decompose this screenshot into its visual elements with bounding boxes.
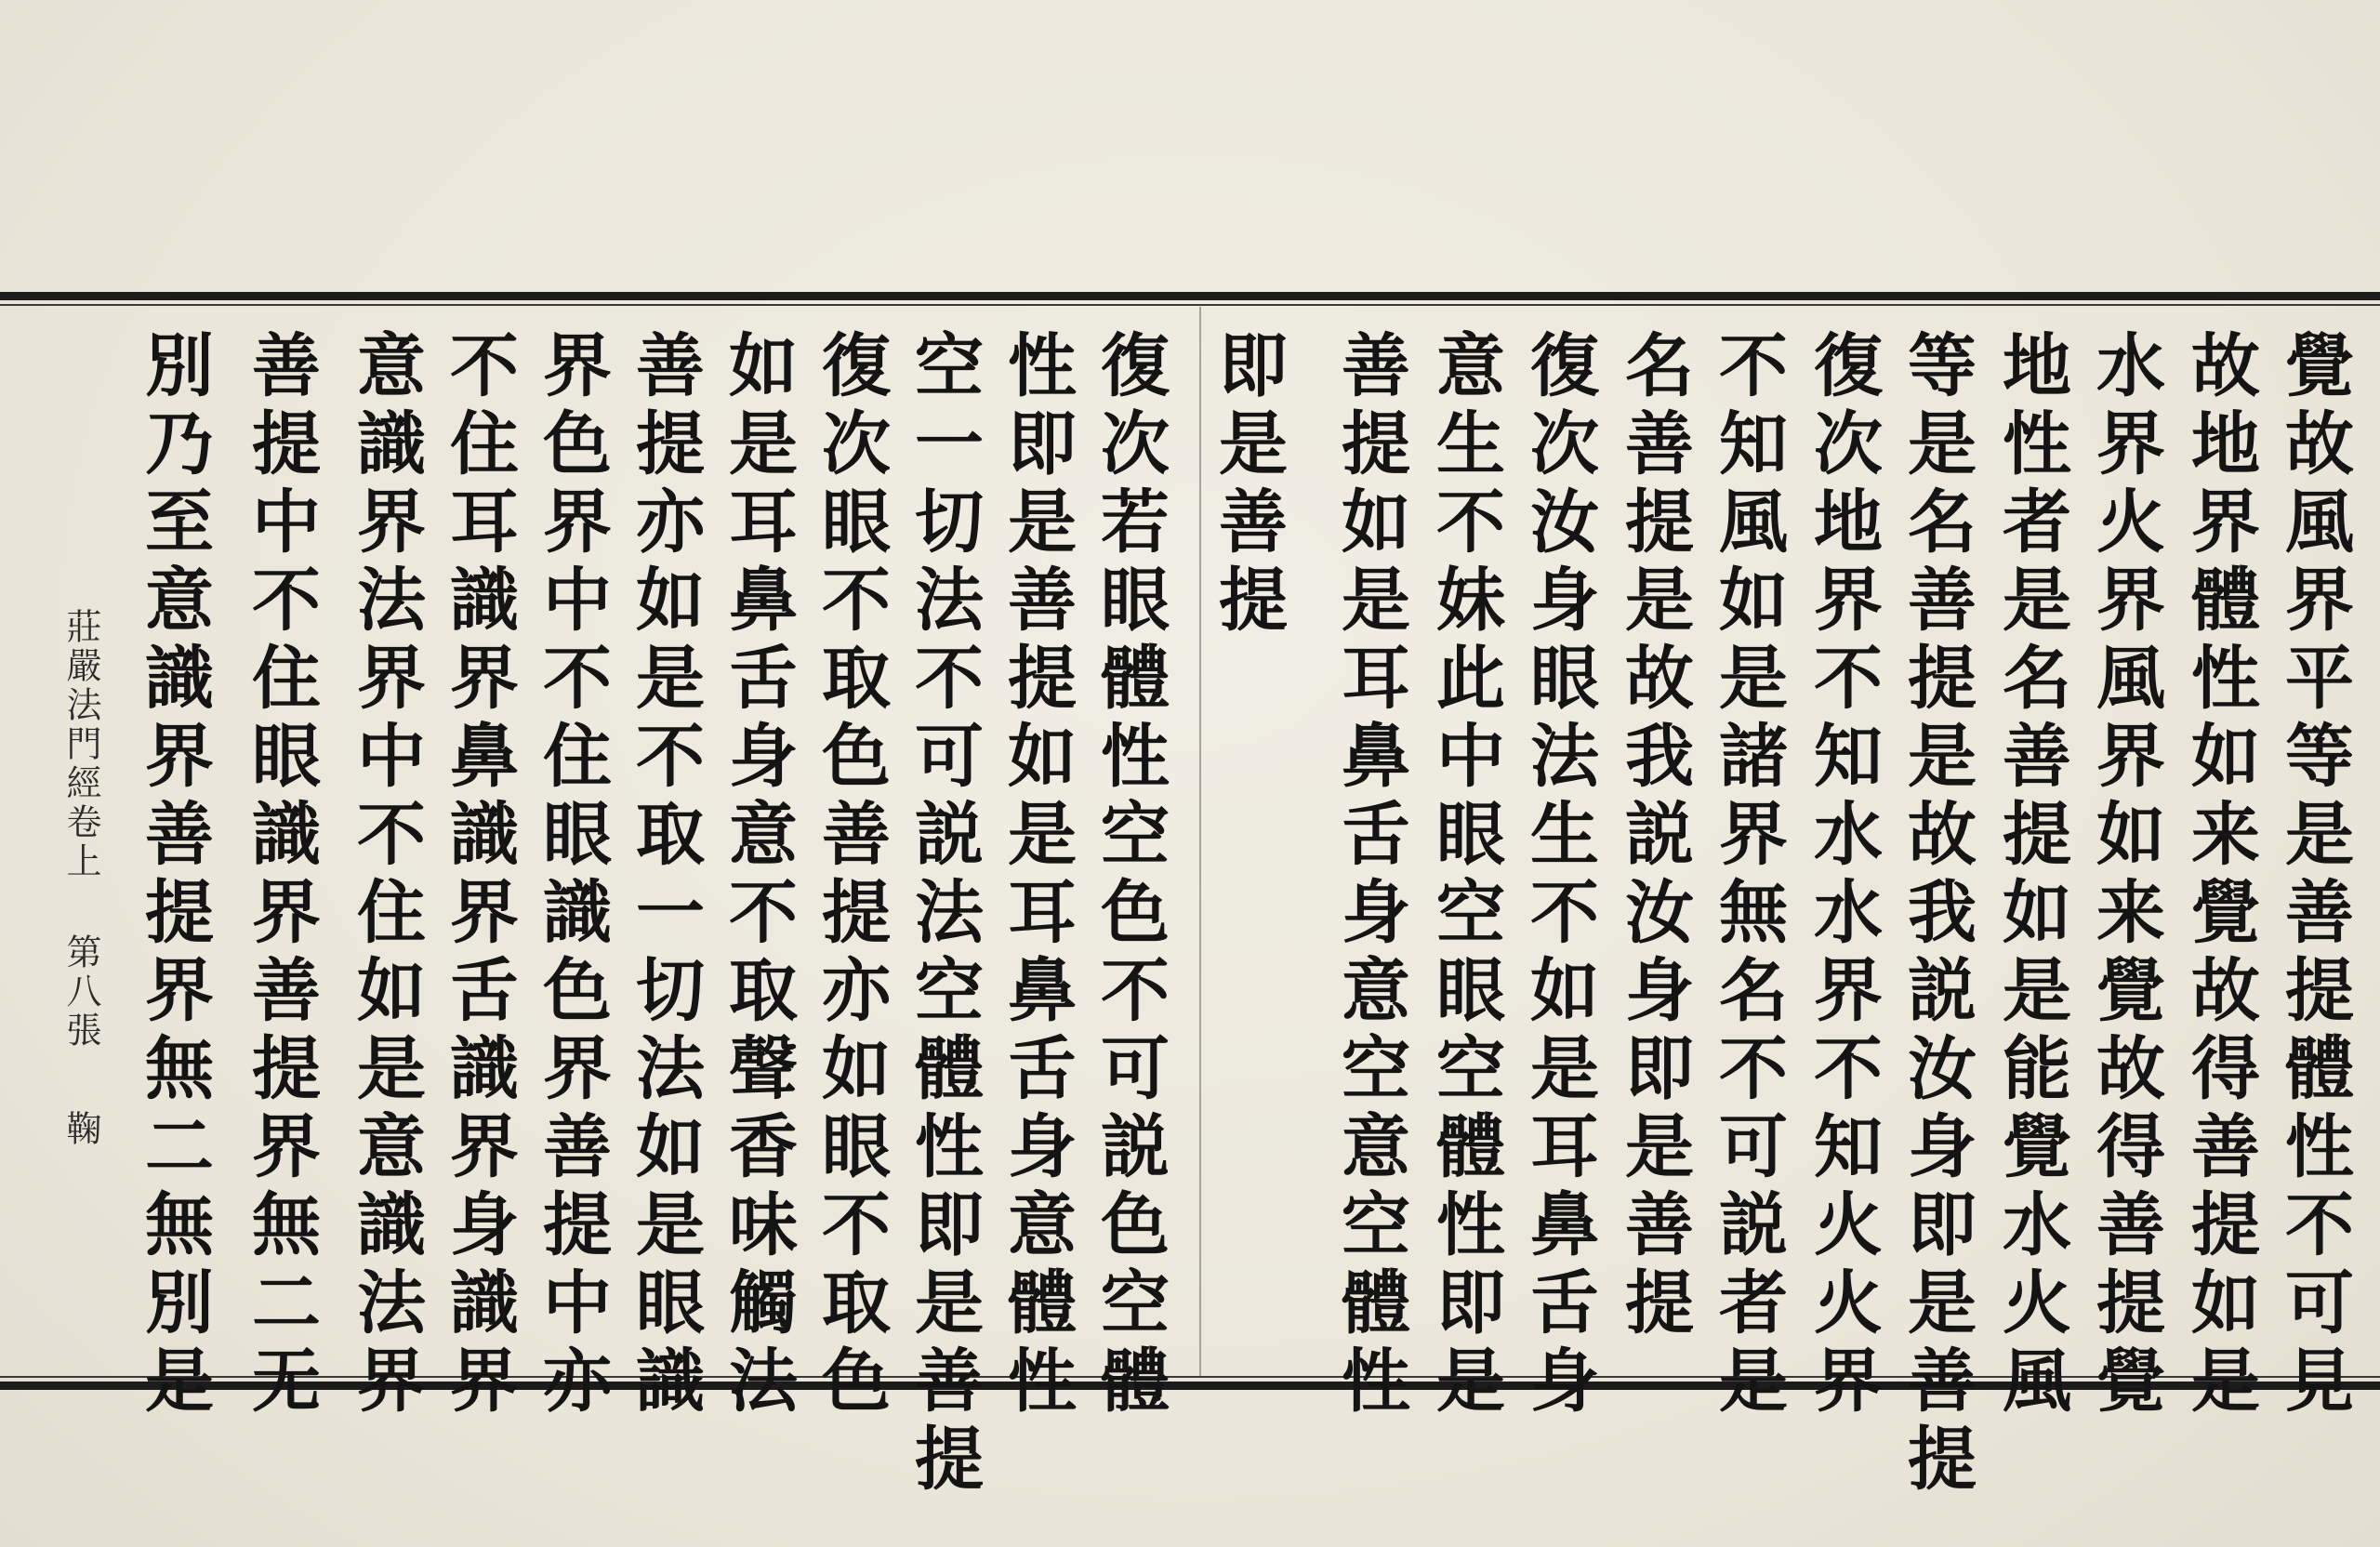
text-column: 故地界體性如来覺故得善提如是: [2180, 329, 2260, 1422]
text-column: 如是耳鼻舌身意不取聲香味觸法: [718, 329, 798, 1422]
text-column: 復次汝身眼法生不如是耳鼻舌身: [1519, 329, 1599, 1422]
text-column: 地性者是名善提如是能覺水火風: [1991, 329, 2071, 1422]
text-column: 名善提是故我説汝身即是善提: [1614, 329, 1694, 1344]
text-column: 善提中不住眼識界善提界無二无: [241, 329, 321, 1422]
text-column: 善提亦如是不取一切法如是眼識: [625, 329, 705, 1422]
text-column: 復次若眼體性空色不可説色空體: [1090, 329, 1170, 1422]
print-frame: [0, 292, 2380, 1501]
text-column: 復次地界不知水水界不知火火界: [1803, 329, 1883, 1422]
text-column: 界色界中不住眼識色界善提中亦: [532, 329, 612, 1422]
text-column: 不知風如是諸界無名不可説者是: [1708, 329, 1788, 1422]
page-fold-line: [1199, 307, 1201, 1376]
text-column: 不住耳識界鼻識界舌識界身識界: [439, 329, 519, 1422]
page-number-note: 第八張: [60, 933, 101, 1051]
text-column: 水界火界風界如来覺故得善提覺: [2085, 329, 2165, 1422]
text-column: 復次眼不取色善提亦如眼不取色: [811, 329, 891, 1422]
text-column: 即是善提: [1208, 329, 1288, 641]
text-column: 性即是善提如是耳鼻舌身意體性: [997, 329, 1077, 1422]
text-column: 覺故風界平等是善提體性不可見: [2274, 329, 2354, 1422]
text-column: 別乃至意識界善提界無二無別是: [134, 329, 214, 1422]
text-column: 意識界法界中不住如是意識法界: [346, 329, 426, 1422]
text-column: 意生不妹此中眼空眼空體性即是: [1425, 329, 1505, 1422]
text-column: 空一切法不可説法空體性即是善提: [904, 329, 984, 1501]
top-border-thin-rule: [0, 304, 2380, 306]
carver-name-note: 鞠: [60, 1110, 101, 1149]
text-column: 等是名善提是故我説汝身即是善提: [1897, 329, 1977, 1501]
top-border-rule: [0, 292, 2380, 300]
text-column: 善提如是耳鼻舌身意空意空體性: [1330, 329, 1410, 1422]
sutra-title-note: 莊嚴法門經卷上: [60, 608, 101, 881]
